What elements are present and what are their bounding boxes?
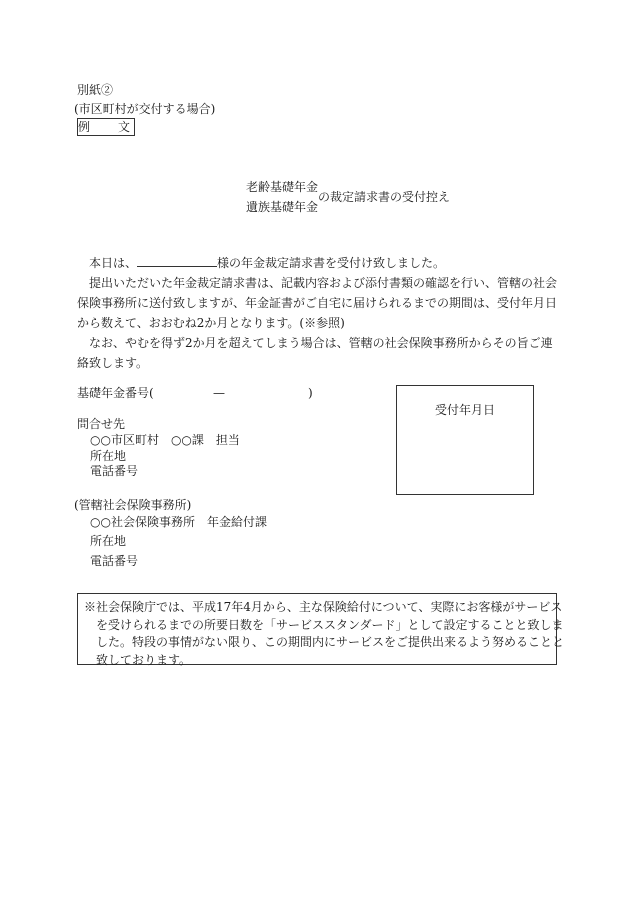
pension-type-old-age: 老齢基礎年金 [246, 180, 319, 194]
body-paragraph-3: なお、やむを得ず2か月を超えてしまう場合は、管轄の社会保険事務所からその旨ご連絡致します。 [77, 336, 553, 370]
office-contact-address: 所在地 [90, 534, 127, 548]
receipt-date-label: 受付年月日 [434, 403, 495, 417]
body-line-1-suffix: 様の年金裁定請求書を受付け致しました。 [217, 256, 446, 270]
pension-number-close: ) [308, 386, 313, 400]
title-suffix: の裁定請求書の受付控え [318, 190, 451, 204]
body-paragraph-2: 提出いただいた年金裁定請求書は、記載内容および添付書類の確認を行い、管轄の社会保険事務所に送付致しますが、年金証書がご自宅に届けられるまでの期間は、受付年月日から数えて、おおむね2か月となります。(※参照) [77, 276, 558, 330]
attachment-label: 別紙② [77, 83, 114, 97]
pension-number-dash: — [213, 386, 225, 400]
municipal-contact-office: ○○市区町村 ○○課 担当 [90, 433, 240, 447]
body-line-1-prefix: 本日は、 [89, 256, 138, 270]
receipt-date-box [396, 385, 534, 495]
case-note: (市区町村が交付する場合) [74, 102, 216, 116]
example-label: 例 文 [78, 120, 139, 134]
municipal-contact-address: 所在地 [90, 449, 127, 463]
body-line-1 [77, 253, 557, 273]
office-contact-office: ○○社会保険事務所 年金給付課 [90, 515, 267, 529]
pension-number-label: 基礎年金番号( [77, 386, 154, 400]
service-standard-note: ※社会保険庁では、平成17年4月から、主な保険給付について、実際にお客様がサービスを受けられるまでの所要日数を「サービススタンダード」として設定することと致しました。特段の事情がない限り、この期間内にサービスをご提供出来るよう努めることと致しております。 [84, 600, 565, 667]
office-contact-phone: 電話番号 [90, 554, 139, 568]
municipal-contact-phone: 電話番号 [90, 464, 139, 478]
office-contact-heading: (管轄社会保険事務所) [74, 498, 192, 512]
pension-type-survivor: 遺族基礎年金 [246, 200, 319, 214]
municipal-contact-heading: 問合せ先 [77, 417, 126, 431]
applicant-name-blank [137, 254, 217, 267]
